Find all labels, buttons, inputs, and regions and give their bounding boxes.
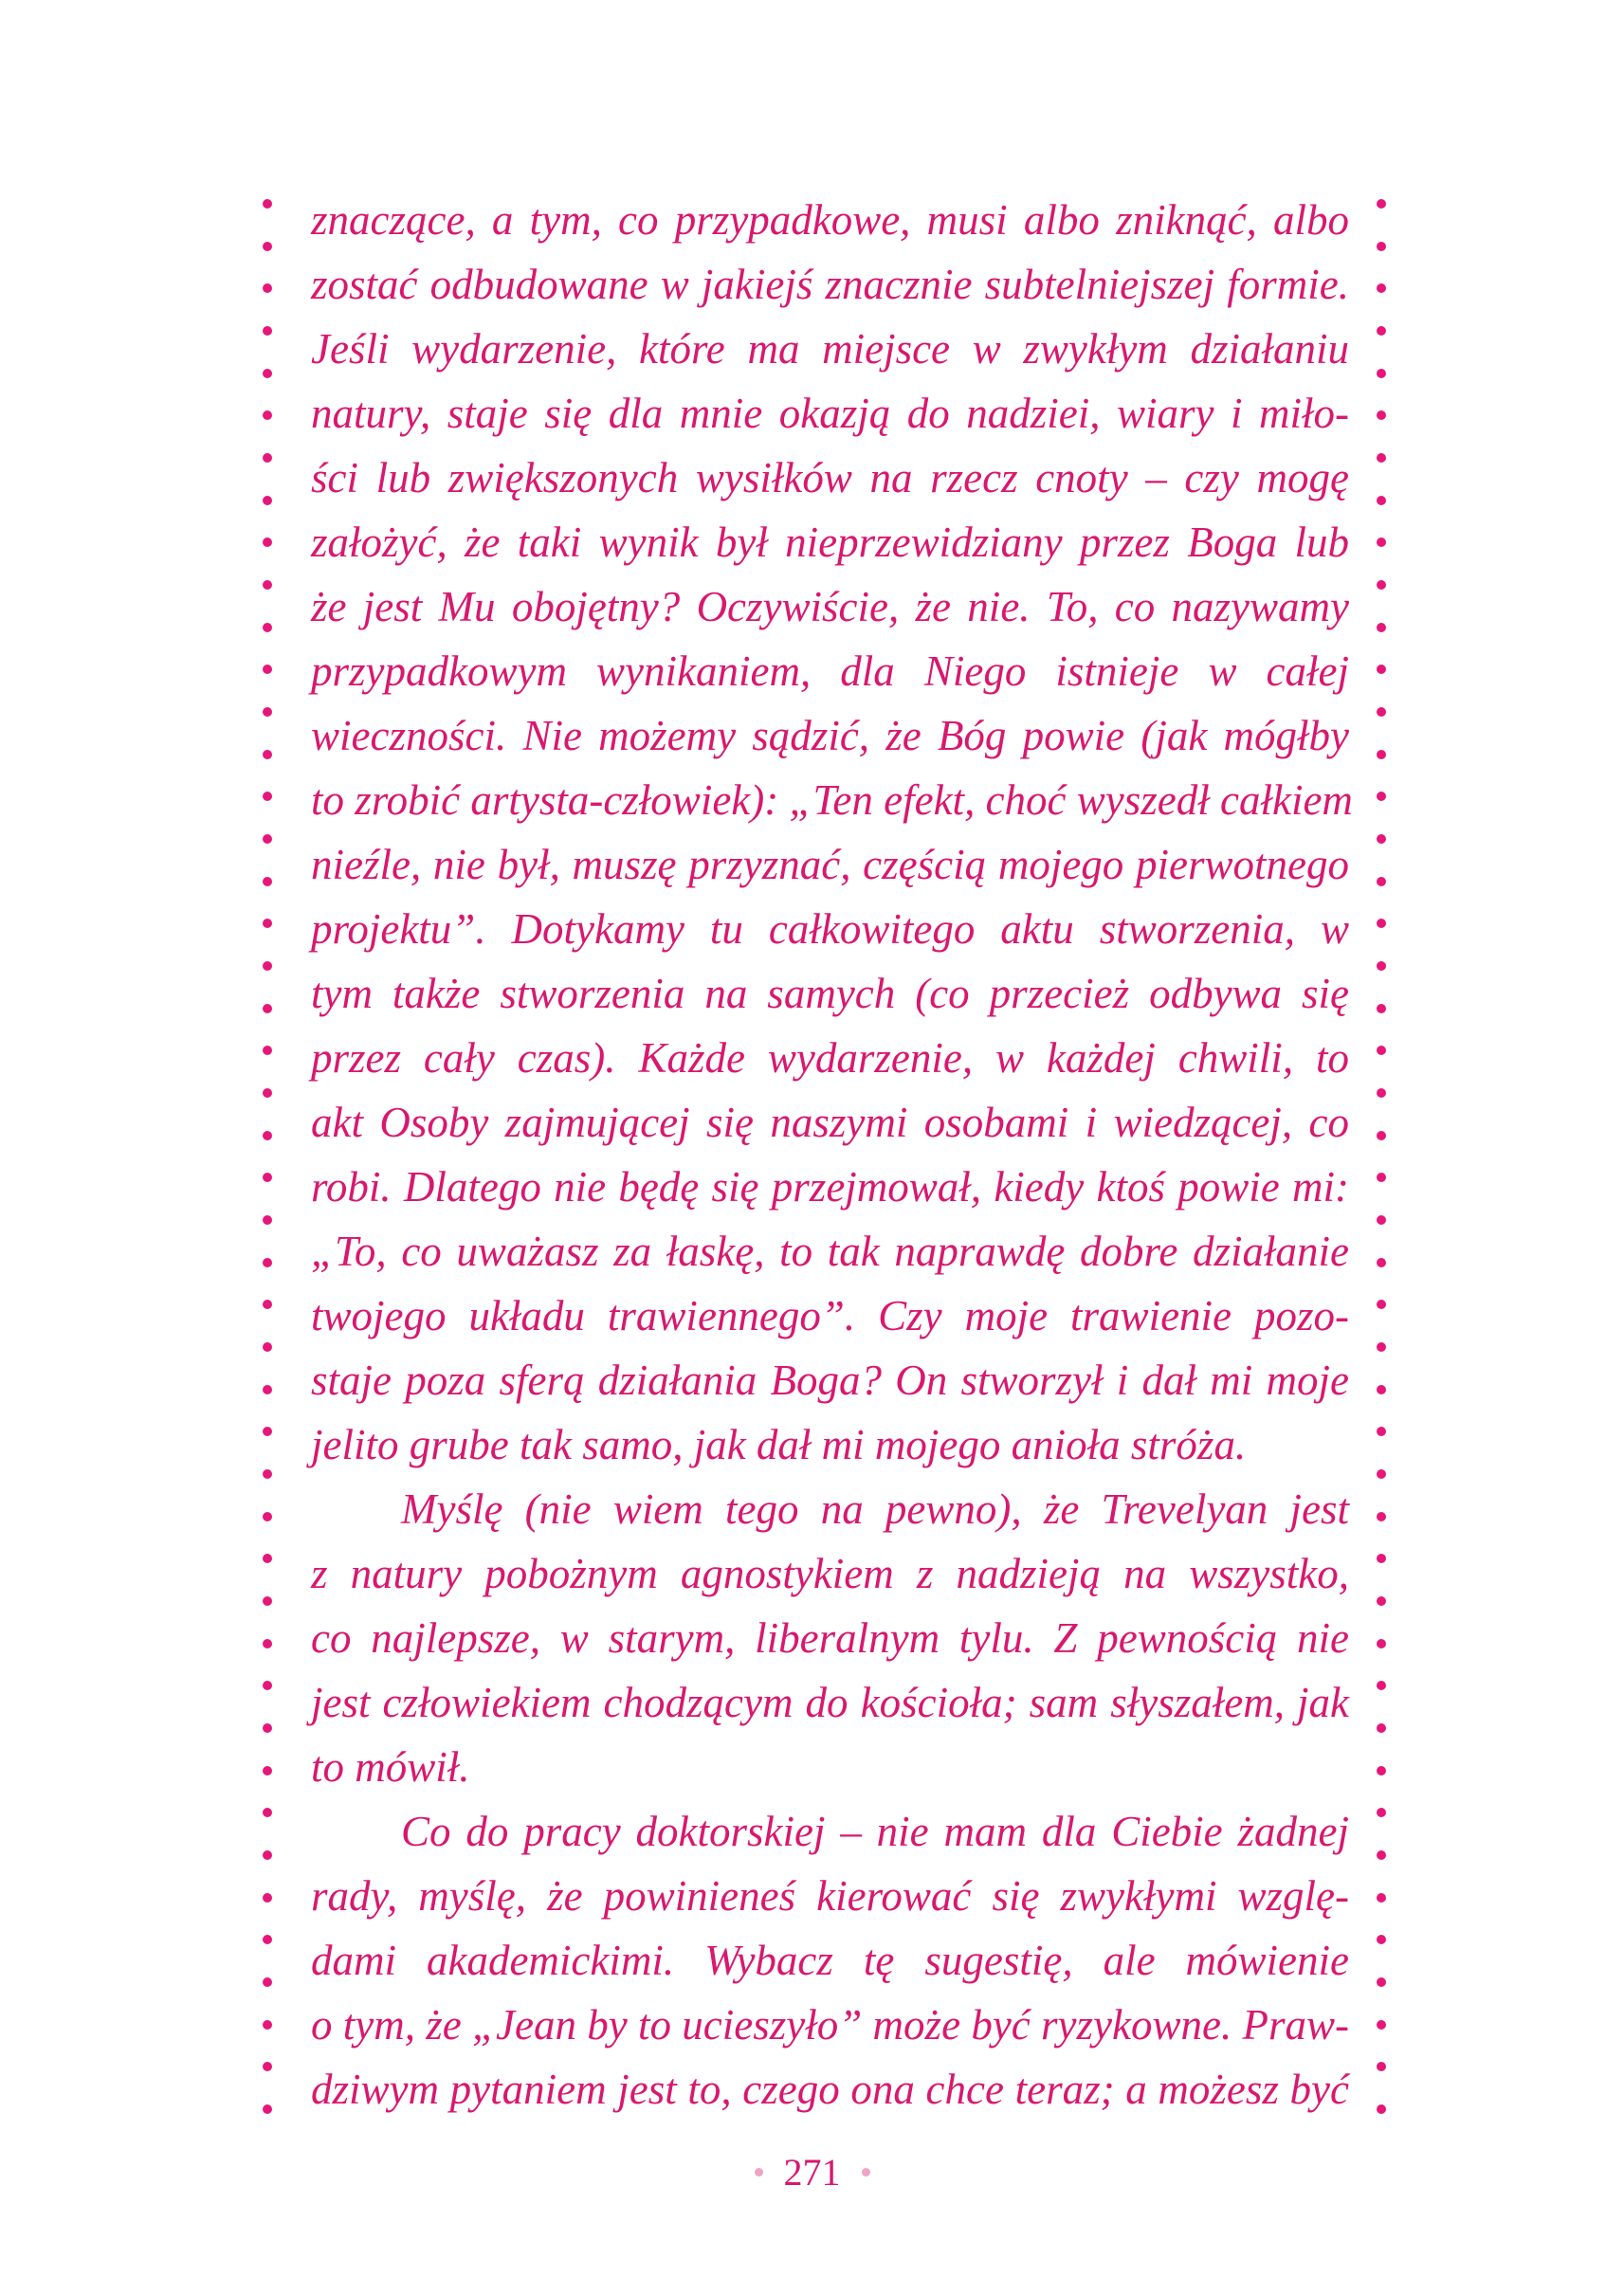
border-dot bbox=[1377, 919, 1386, 928]
folio-right-dot bbox=[862, 2168, 870, 2177]
border-dot bbox=[1377, 1512, 1386, 1521]
border-dot bbox=[263, 1215, 272, 1225]
border-dot bbox=[263, 623, 272, 632]
border-dot bbox=[263, 369, 272, 378]
border-dot bbox=[1377, 283, 1386, 293]
border-dot bbox=[263, 1385, 272, 1394]
border-dot bbox=[263, 1173, 272, 1182]
text-line: projektu”. Dotykamy tu całkowitego aktu stworzenia, w bbox=[311, 905, 1349, 953]
border-dot bbox=[263, 496, 272, 505]
border-dot bbox=[1377, 537, 1386, 547]
border-dot bbox=[263, 1977, 272, 1987]
border-dot bbox=[1377, 1173, 1386, 1182]
border-dot bbox=[263, 2062, 272, 2071]
border-dot bbox=[263, 1469, 272, 1479]
border-dot bbox=[1377, 1808, 1386, 1817]
border-dot bbox=[263, 1427, 272, 1436]
border-dot bbox=[1377, 1893, 1386, 1903]
border-dot bbox=[263, 792, 272, 801]
text-line: twojego układu trawiennego”. Czy moje trawienie pozo- bbox=[311, 1292, 1349, 1339]
text-line: znaczące, a tym, co przypadkowe, musi albo zniknąć, albo bbox=[311, 196, 1349, 244]
border-dot bbox=[1377, 1850, 1386, 1860]
border-dot bbox=[1377, 496, 1386, 505]
text-line: Myślę (nie wiem tego na pewno), że Trevelyan jest bbox=[401, 1485, 1349, 1533]
page-number: 271 bbox=[783, 2151, 841, 2194]
text-line: dziwym pytaniem jest to, czego ona chce teraz; a możesz być bbox=[311, 2066, 1349, 2113]
border-dot bbox=[263, 1723, 272, 1733]
border-dot bbox=[263, 580, 272, 590]
border-dot bbox=[263, 961, 272, 971]
border-dot bbox=[1377, 1004, 1386, 1013]
border-dot bbox=[1377, 665, 1386, 674]
border-dot bbox=[1377, 1088, 1386, 1098]
border-dot bbox=[1377, 369, 1386, 378]
border-dot bbox=[1377, 961, 1386, 971]
border-dot bbox=[1377, 707, 1386, 717]
border-dot bbox=[263, 707, 272, 717]
border-dot bbox=[1377, 1427, 1386, 1436]
border-dot bbox=[1377, 623, 1386, 632]
border-dot bbox=[263, 1004, 272, 1013]
border-dot bbox=[263, 326, 272, 336]
text-line: staje poza sferą działania Boga? On stworzył i dał mi moje bbox=[311, 1357, 1349, 1404]
border-dot bbox=[1377, 580, 1386, 590]
border-dot bbox=[263, 1046, 272, 1055]
border-dot bbox=[263, 1766, 272, 1776]
border-dot bbox=[263, 1639, 272, 1648]
text-line: przypadkowym wynikaniem, dla Niego istnieje w całej bbox=[311, 647, 1349, 695]
border-dot bbox=[263, 283, 272, 293]
border-dot bbox=[263, 453, 272, 463]
border-dot bbox=[1377, 242, 1386, 251]
border-dot bbox=[263, 2104, 272, 2114]
text-line: rady, myślę, że powinieneś kierować się zwykłymi wzglę- bbox=[311, 1872, 1349, 1920]
text-line: ści lub zwiększonych wysiłków na rzecz cnoty – czy mogę bbox=[311, 454, 1349, 501]
border-dot bbox=[263, 242, 272, 251]
border-dot bbox=[1377, 1300, 1386, 1309]
page-footer bbox=[0, 2150, 1624, 2195]
text-line: natury, staje się dla mnie okazją do nadziei, wiary i miło- bbox=[311, 390, 1349, 437]
text-line: Co do pracy doktorskiej – nie mam dla Ciebie żadnej bbox=[401, 1808, 1349, 1855]
border-dot bbox=[1377, 1554, 1386, 1563]
border-dot bbox=[1377, 1258, 1386, 1267]
border-dot bbox=[1377, 326, 1386, 336]
border-dot bbox=[1377, 1766, 1386, 1776]
border-dot bbox=[1377, 410, 1386, 420]
text-line: robi. Dlatego nie będę się przejmował, kiedy ktoś powie mi: bbox=[311, 1163, 1349, 1211]
border-dot bbox=[263, 1342, 272, 1352]
text-line: co najlepsze, w starym, liberalnym tylu. Z pewnością nie bbox=[311, 1614, 1349, 1662]
text-line: założyć, że taki wynik był nieprzewidziany przez Boga lub bbox=[311, 519, 1349, 566]
border-dot bbox=[1377, 1596, 1386, 1606]
folio-left-dot bbox=[755, 2168, 763, 2177]
border-dot bbox=[263, 199, 272, 209]
border-dot bbox=[1377, 1342, 1386, 1352]
border-dot bbox=[1377, 1639, 1386, 1648]
border-dot bbox=[1377, 1215, 1386, 1225]
left-dot-border bbox=[261, 199, 274, 2104]
border-dot bbox=[263, 665, 272, 674]
border-dot bbox=[263, 834, 272, 844]
border-dot bbox=[263, 1893, 272, 1903]
border-dot bbox=[1377, 1723, 1386, 1733]
text-line: o tym, że „Jean by to ucieszyło” może być ryzykowne. Praw- bbox=[311, 2001, 1349, 2049]
border-dot bbox=[263, 1131, 272, 1140]
border-dot bbox=[1377, 1935, 1386, 1944]
border-dot bbox=[1377, 2062, 1386, 2071]
border-dot bbox=[1377, 1046, 1386, 1055]
text-line: „To, co uważasz za łaskę, to tak naprawdę dobre działanie bbox=[311, 1228, 1349, 1275]
border-dot bbox=[263, 750, 272, 759]
border-dot bbox=[1377, 750, 1386, 759]
text-line: z natury pobożnym agnostykiem z nadzieją na wszystko, bbox=[311, 1550, 1349, 1597]
border-dot bbox=[1377, 2104, 1386, 2114]
text-line: zostać odbudowane w jakiejś znacznie subtelniejszej formie. bbox=[311, 261, 1349, 308]
text-line: jelito grube tak samo, jak dał mi mojego anioła stróża. bbox=[311, 1421, 1247, 1468]
text-line: akt Osoby zajmującej się naszymi osobami i wiedzącej, co bbox=[311, 1099, 1349, 1146]
border-dot bbox=[263, 1808, 272, 1817]
border-dot bbox=[1377, 453, 1386, 463]
text-line: że jest Mu obojętny? Oczywiście, że nie. To, co nazywamy bbox=[311, 583, 1349, 630]
border-dot bbox=[1377, 834, 1386, 844]
border-dot bbox=[263, 537, 272, 547]
text-line: nieźle, nie był, muszę przyznać, częścią mojego pierwotnego bbox=[311, 841, 1349, 888]
border-dot bbox=[1377, 1131, 1386, 1140]
body-text bbox=[311, 188, 1353, 2122]
border-dot bbox=[1377, 199, 1386, 209]
border-dot bbox=[263, 2020, 272, 2030]
border-dot bbox=[263, 410, 272, 420]
border-dot bbox=[263, 1681, 272, 1690]
text-line: dami akademickimi. Wybacz tę sugestię, ale mówienie bbox=[311, 1937, 1349, 1984]
text-line: przez cały czas). Każde wydarzenie, w każdej chwili, to bbox=[311, 1034, 1349, 1082]
border-dot bbox=[1377, 1385, 1386, 1394]
border-dot bbox=[1377, 792, 1386, 801]
border-dot bbox=[263, 1935, 272, 1944]
border-dot bbox=[263, 1258, 272, 1267]
text-line: jest człowiekiem chodzącym do kościoła; sam słyszałem, jak bbox=[311, 1679, 1349, 1726]
text-line: to zrobić artysta-człowiek): „Ten efekt, choć wyszedł całkiem bbox=[311, 776, 1353, 824]
text-line: tym także stworzenia na samych (co przecież odbywa się bbox=[311, 970, 1349, 1017]
border-dot bbox=[263, 1300, 272, 1309]
text-line: Jeśli wydarzenie, które ma miejsce w zwykłym działaniu bbox=[311, 325, 1349, 373]
border-dot bbox=[263, 1850, 272, 1860]
border-dot bbox=[263, 1596, 272, 1606]
border-dot bbox=[263, 919, 272, 928]
border-dot bbox=[1377, 877, 1386, 886]
border-dot bbox=[263, 1088, 272, 1098]
border-dot bbox=[263, 1554, 272, 1563]
border-dot bbox=[263, 1512, 272, 1521]
border-dot bbox=[1377, 1469, 1386, 1479]
border-dot bbox=[1377, 1681, 1386, 1690]
border-dot bbox=[1377, 2020, 1386, 2030]
text-line: to mówił. bbox=[311, 1743, 470, 1791]
border-dot bbox=[263, 877, 272, 886]
text-line: wieczności. Nie możemy sądzić, że Bóg powie (jak mógłby bbox=[311, 712, 1349, 759]
border-dot bbox=[1377, 1977, 1386, 1987]
right-dot-border bbox=[1375, 199, 1388, 2104]
